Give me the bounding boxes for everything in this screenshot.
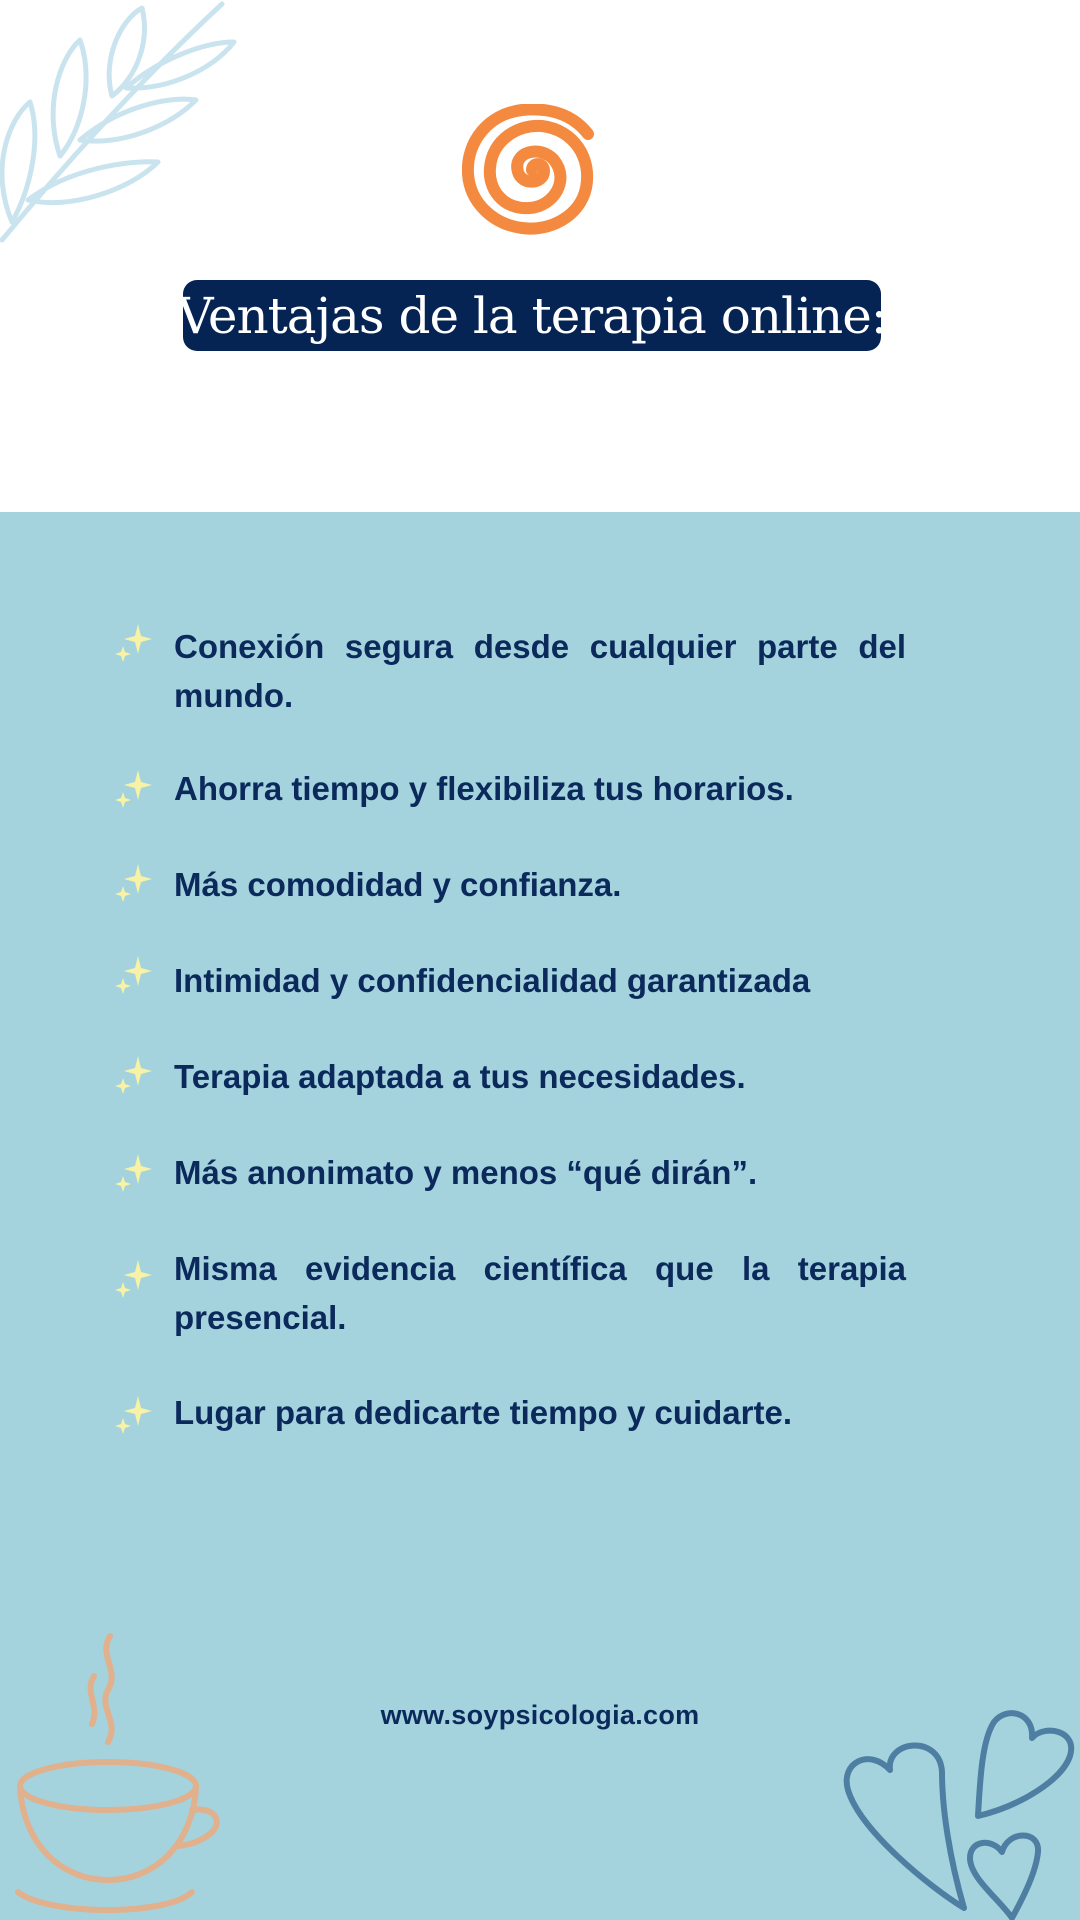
page-title: Ventajas de la terapia online: (177, 286, 887, 345)
hearts-icon (830, 1700, 1080, 1920)
benefit-text: Terapia adaptada a tus necesidades. (174, 1058, 746, 1095)
benefit-text: Conexión segura desde cualquier parte del mundo. (174, 628, 906, 714)
benefit-text: Ahorra tiempo y flexibiliza tus horarios. (174, 770, 794, 807)
benefit-text: Intimidad y confidencialidad garantizada (174, 962, 811, 999)
leaf-branch-icon (0, 0, 240, 250)
orange-spiral-icon (462, 104, 604, 236)
coffee-cup-icon (8, 1630, 228, 1920)
website-link[interactable]: www.soypsicologia.com (380, 1700, 700, 1730)
benefit-text: Más comodidad y confianza. (174, 866, 622, 903)
title-banner (177, 280, 887, 351)
benefit-text: Más anonimato y menos “qué dirán”. (174, 1154, 758, 1191)
benefit-text: Lugar para dedicarte tiempo y cuidarte. (174, 1394, 793, 1431)
benefit-text: Misma evidencia científica que la terapia presencial. (174, 1250, 906, 1336)
